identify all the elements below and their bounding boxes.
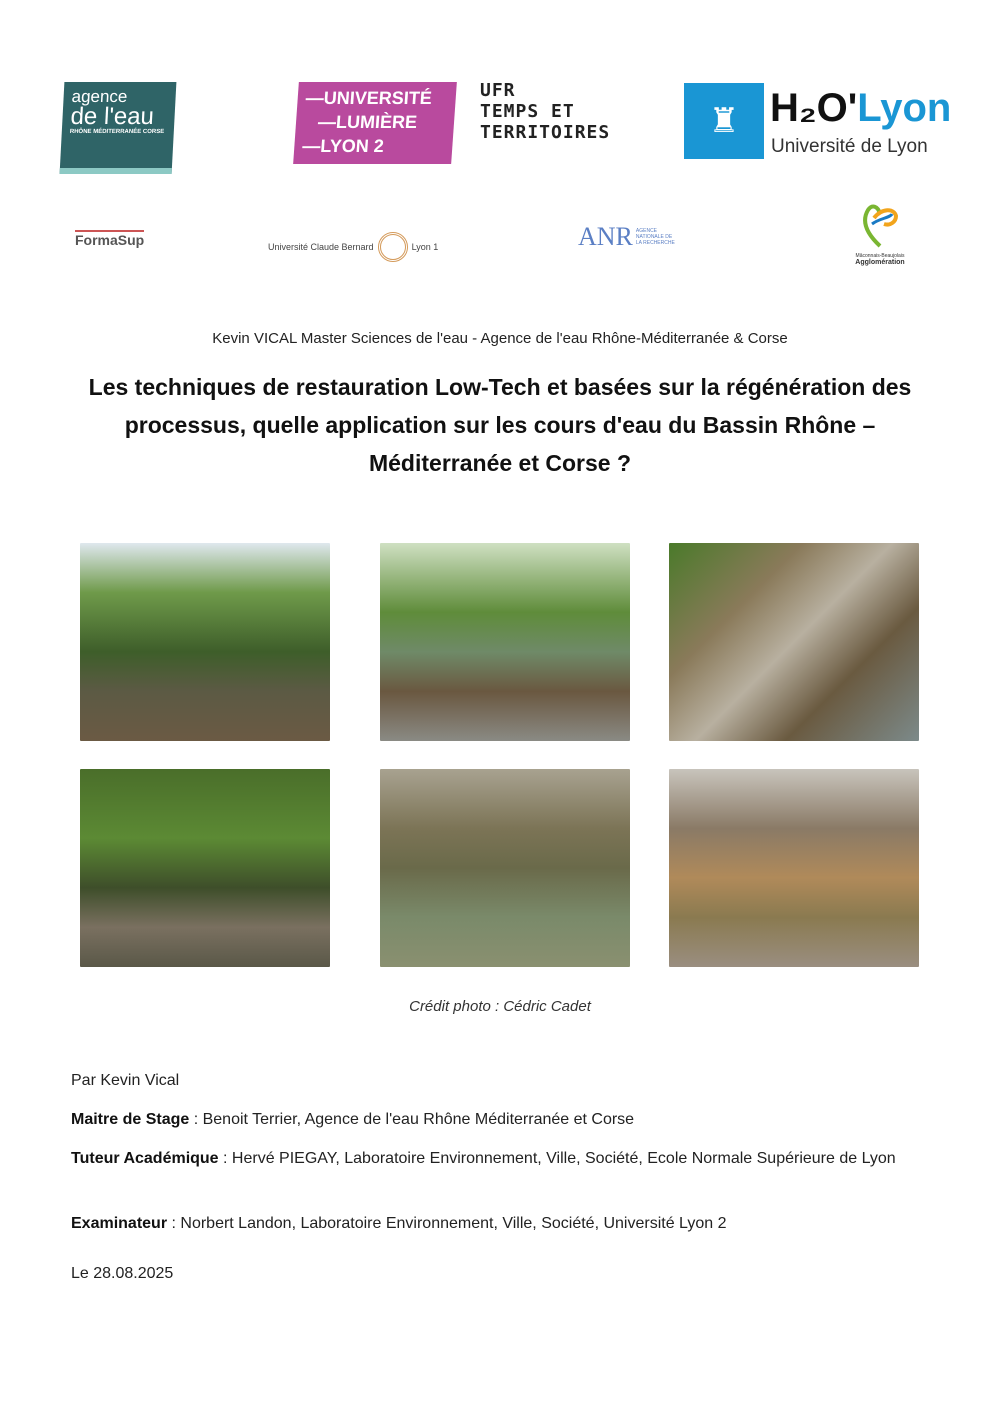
logo-text: ANR	[578, 222, 633, 251]
author-line: Par Kevin Vical	[71, 1072, 180, 1089]
anr-logo	[578, 222, 676, 252]
logo-subtitle: Université de Lyon	[771, 136, 928, 157]
photo-stream-winter	[380, 769, 630, 967]
logo-text: AGENCE NATIONALE DE LA RECHERCHE	[635, 228, 675, 246]
document-subtitle: Kevin VICAL Master Sciences de l'eau - Agence de l'eau Rhône-Méditerranée & Corse	[212, 330, 788, 347]
document-title: Les techniques de restauration Low-Tech et basées sur la régénération des processus, quelle application sur les cours d'eau du Bassin Rhône – Méditerranée et Corse ?	[88, 374, 912, 476]
heart-icon	[860, 202, 900, 248]
role-value: : Norbert Landon, Laboratoire Environnement, Ville, Société, Université Lyon 2	[167, 1215, 727, 1232]
role-label: Maitre de Stage	[71, 1111, 190, 1128]
ucbl-logo	[268, 232, 438, 262]
photo-eroded-bank-dog	[669, 769, 919, 967]
role-label: Tuteur Académique	[71, 1150, 219, 1167]
photo-volunteers-working	[80, 769, 330, 967]
role-maitre-de-stage	[71, 1107, 931, 1133]
photo-woody-debris	[669, 543, 919, 741]
ufr-logo	[480, 80, 610, 143]
logo-text: Université Claude Bernard	[268, 242, 374, 252]
role-examinateur	[71, 1211, 931, 1237]
agglo-logo	[850, 202, 910, 266]
role-value: : Benoit Terrier, Agence de l'eau Rhône Méditerranée et Corse	[189, 1111, 635, 1128]
ucbl-emblem-icon	[378, 232, 408, 262]
logo-text: —LYON 2	[301, 136, 385, 156]
lion-emblem-icon: ♜	[684, 83, 764, 159]
role-label: Examinateur	[71, 1215, 168, 1232]
logo-text: RHÔNE MÉDITERRANÉE CORSE	[69, 129, 165, 135]
agence-eau-logo	[60, 82, 177, 174]
logo-text: Mâconnais-Beaujolais	[855, 253, 905, 259]
logo-text: Lyon 1	[411, 242, 439, 252]
lyon2-logo	[293, 82, 457, 164]
role-tuteur-academique	[71, 1146, 931, 1172]
role-value: : Hervé PIEGAY, Laboratoire Environnement, Ville, Société, Ecole Normale Supérieure de Lyon	[218, 1150, 896, 1167]
logo-text: TEMPS ET	[480, 101, 575, 122]
logo-text: H₂O'	[770, 86, 858, 130]
logo-text: UFR	[480, 80, 516, 101]
formasup-logo: FormaSup	[75, 232, 145, 248]
document-date: Le 28.08.2025	[71, 1265, 174, 1282]
logo-text: agence	[71, 87, 128, 106]
logo-text: —UNIVERSITÉ	[305, 88, 433, 108]
logo-text: —LUMIÈRE	[317, 112, 418, 132]
logo-text: Lyon	[857, 86, 952, 130]
logo-text: TERRITOIRES	[480, 122, 611, 143]
logo-text: Agglomération	[855, 259, 905, 266]
h2olyon-logo	[770, 86, 951, 130]
photo-credit: Crédit photo : Cédric Cadet	[409, 998, 591, 1015]
photo-river-logjam-1	[80, 543, 330, 741]
logo-text: de l'eau	[69, 103, 155, 130]
photo-river-logjam-2	[380, 543, 630, 741]
